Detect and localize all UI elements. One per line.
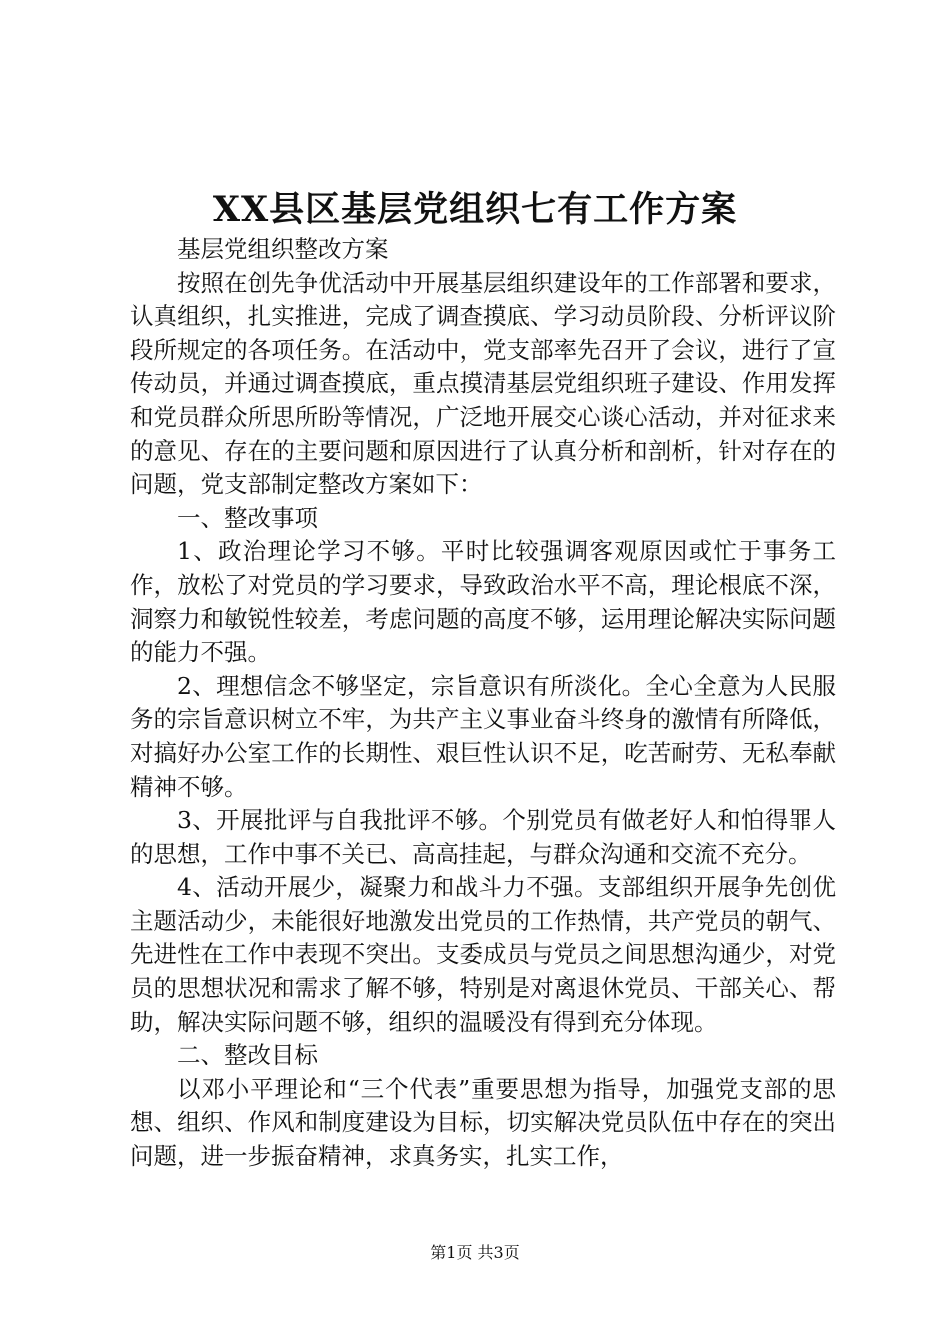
goals-paragraph: 以邓小平理论和“三个代表”重要思想为指导，加强党支部的思想、组织、作风和制度建设为目标，切实解决党员队伍中存在的突出问题，进一步振奋精神，求真务实，扎实工作， bbox=[130, 1074, 836, 1171]
section-heading-rectification-items: 一、整改事项 bbox=[177, 503, 318, 532]
item-paragraph-4: 4、活动开展少，凝聚力和战斗力不强。支部组织开展争先创优主题活动少，未能很好地激发出党员的工作热情，共产党员的朝气、先进性在工作中表现不突出。支委成员与党员之间思想沟通少，对党员的思想状况和需求了解不够，特别是对离退休党员、干部关心、帮助，解决实际问题不够，组织的温暖没有得到充分体现。 bbox=[130, 873, 836, 1036]
page-number-footer: 第1页 共3页 bbox=[430, 1243, 520, 1262]
document-title: XX县区基层党组织七有工作方案 bbox=[212, 189, 738, 230]
item-paragraph-1: 1、政治理论学习不够。平时比较强调客观原因或忙于事务工作，放松了对党员的学习要求，导致政治水平不高，理论根底不深，洞察力和敏锐性较差，考虑问题的高度不够，运用理论解决实际问题的能力不强。 bbox=[130, 537, 836, 667]
item-paragraph-3: 3、开展批评与自我批评不够。个别党员有做老好人和怕得罪人的思想，工作中事不关已、高高挂起，与群众沟通和交流不充分。 bbox=[130, 806, 836, 868]
document-body bbox=[130, 233, 836, 1174]
subtitle-paragraph: 基层党组织整改方案 bbox=[177, 235, 389, 263]
intro-paragraph: 按照在创先争优活动中开展基层组织建设年的工作部署和要求，认真组织，扎实推进，完成了调查摸底、学习动员阶段、分析评议阶段所规定的各项任务。在活动中，党支部率先召开了会议，进行了宣传动员，并通过调查摸底，重点摸清基层党组织班子建设、作用发挥和党员群众所思所盼等情况，广泛地开展交心谈心活动，并对征求来的意见、存在的主要问题和原因进行了认真分析和剖析，针对存在的问题，党支部制定整改方案如下： bbox=[130, 268, 836, 499]
section-heading-rectification-goals: 二、整改目标 bbox=[177, 1041, 318, 1070]
item-paragraph-2: 2、理想信念不够坚定，宗旨意识有所淡化。全心全意为人民服务的宗旨意识树立不牢，为共产主义事业奋斗终身的激情有所降低，对搞好办公室工作的长期性、艰巨性认识不足，吃苦耐劳、无私奉献精神不够。 bbox=[130, 671, 836, 801]
